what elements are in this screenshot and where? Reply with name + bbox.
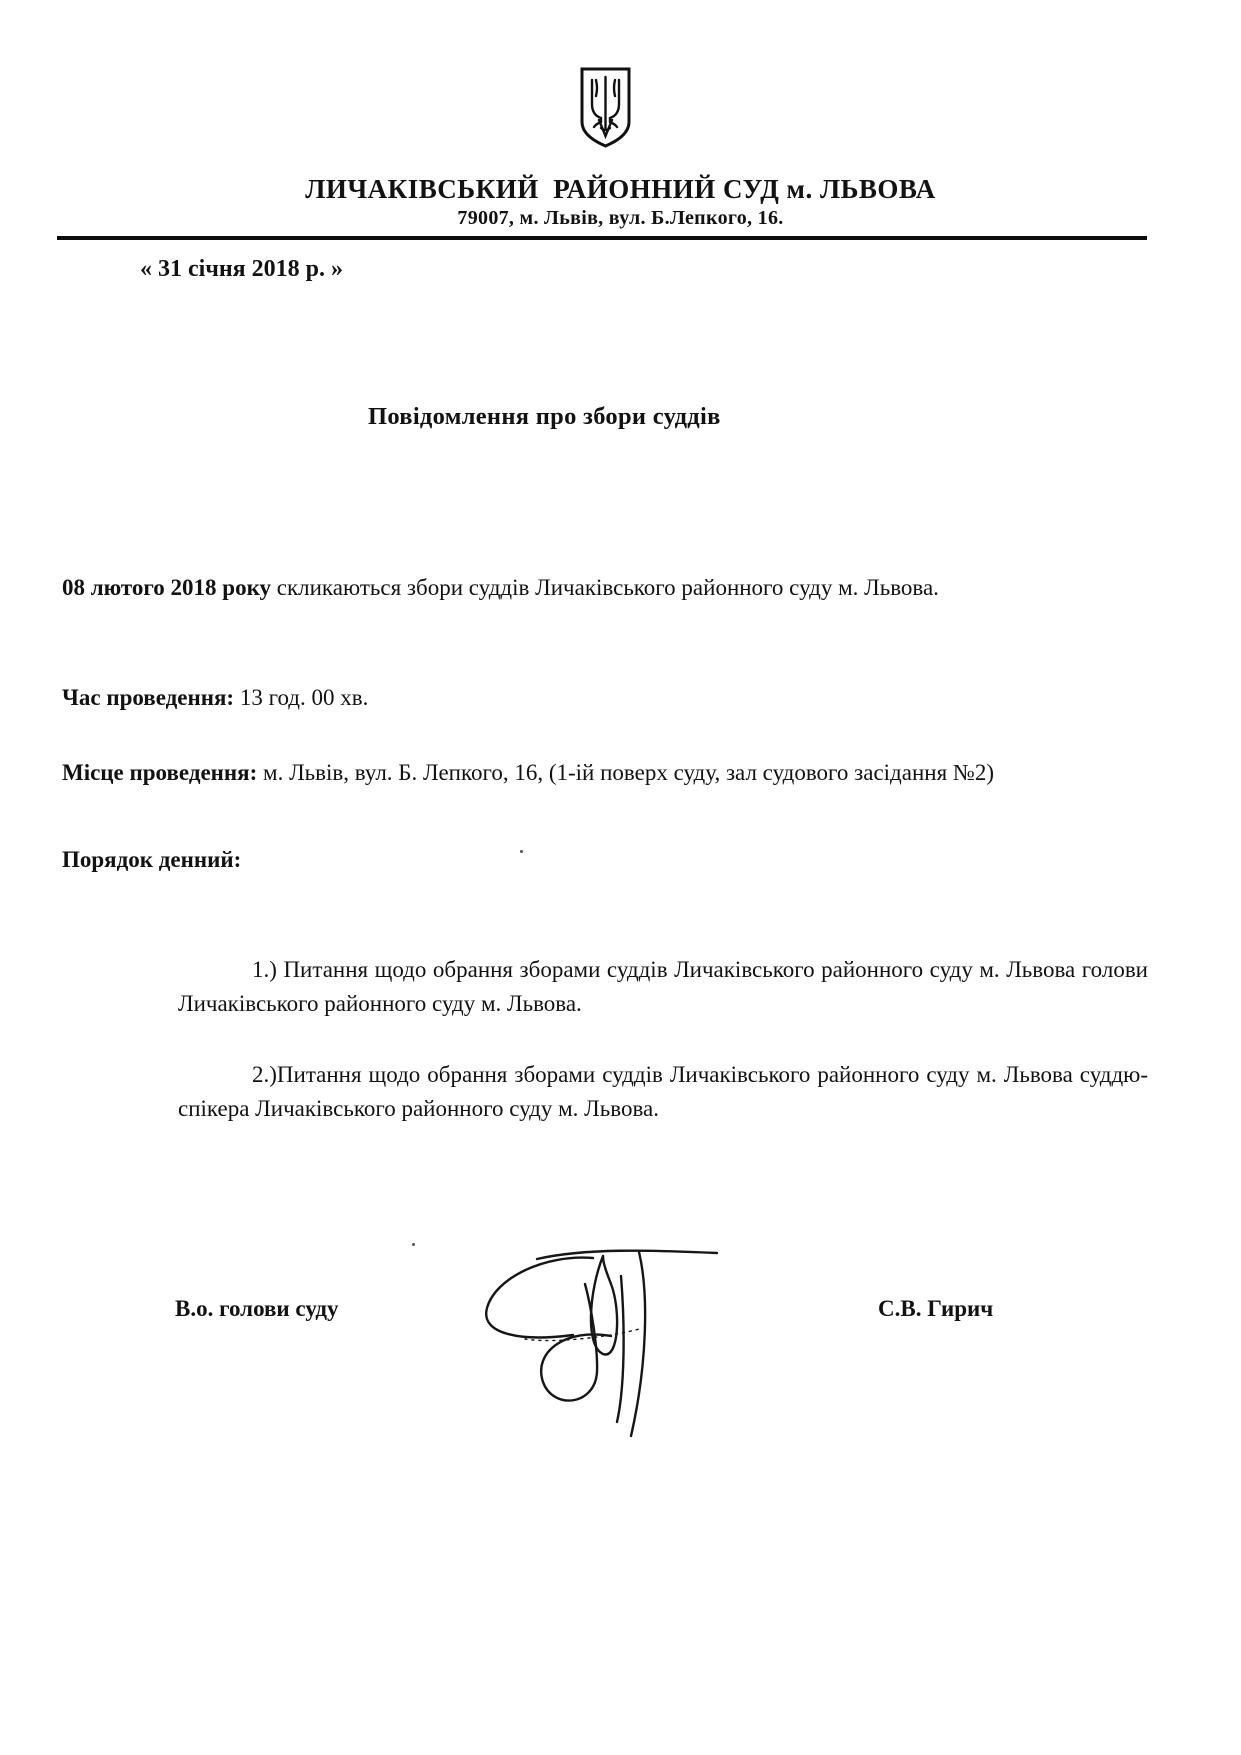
scan-artifact-dot bbox=[520, 850, 523, 853]
scan-artifact-dot bbox=[412, 1243, 415, 1246]
meeting-time-label: Час проведення: bbox=[62, 685, 235, 710]
document-date: « 31 січня 2018 р. » bbox=[140, 256, 344, 282]
ukraine-trident-emblem-icon bbox=[577, 66, 634, 150]
document-title: Повідомлення про збори суддів bbox=[368, 403, 721, 430]
meeting-time-line bbox=[62, 681, 1148, 715]
signer-position-label: В.о. голови суду bbox=[175, 1296, 339, 1321]
agenda-heading: Порядок денний: bbox=[62, 847, 242, 872]
meeting-place-line bbox=[62, 756, 1148, 790]
header-divider-rule bbox=[57, 236, 1147, 240]
court-name: ЛИЧАКІВСЬКИЙ РАЙОННИЙ СУД м. ЛЬВОВА bbox=[305, 174, 936, 204]
signer-name: С.В. Гирич bbox=[878, 1296, 994, 1321]
announcement-date-bold: 08 лютого 2018 року bbox=[62, 575, 272, 600]
announcement-paragraph bbox=[62, 571, 1148, 605]
handwritten-signature bbox=[425, 1236, 725, 1441]
meeting-place-value: м. Львів, вул. Б. Лепкого, 16, (1-ій поверх суду, зал судового засідання №2) bbox=[257, 760, 995, 785]
meeting-place-label: Місце проведення: bbox=[62, 760, 258, 785]
announcement-text: скликаються збори суддів Личаківського районного суду м. Львова. bbox=[271, 575, 939, 600]
court-address: 79007, м. Львів, вул. Б.Лепкого, 16. bbox=[457, 207, 784, 229]
agenda-item-1: 1.) Питання щодо обрання зборами суддів Личаківського районного суду м. Львова голови Личаківського районного суду м. Львова. bbox=[178, 957, 1148, 1016]
meeting-time-value: 13 год. 00 хв. bbox=[234, 685, 369, 710]
agenda-item-2: 2.)Питання щодо обрання зборами суддів Личаківського районного суду м. Львова суддю-спікера Личаківського районного суду м. Львова. bbox=[178, 1062, 1148, 1121]
